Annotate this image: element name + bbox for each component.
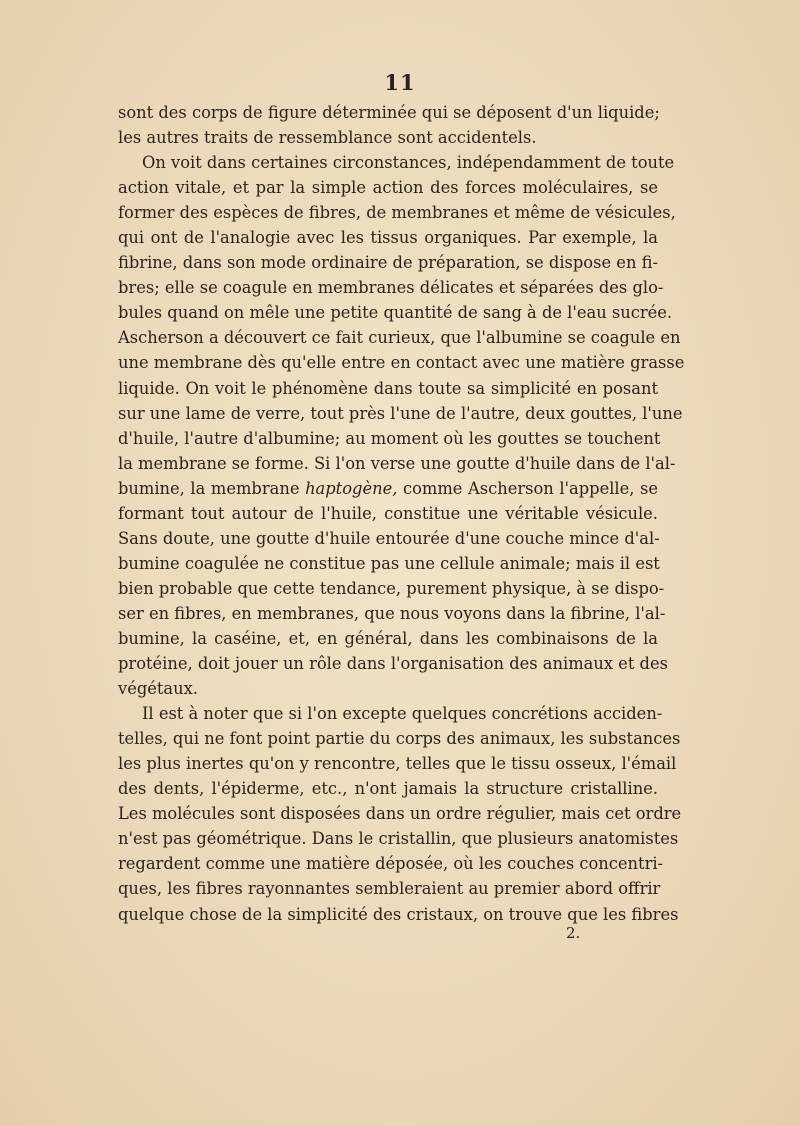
- text-line: regardent comme une matière déposée, où les couches concentri-: [118, 854, 664, 874]
- text-line: ser en fibres, en membranes, que nous voyons dans la fibrine, l'al-: [118, 603, 666, 623]
- text-line: On voit dans certaines circonstances, indépendamment de toute: [142, 153, 675, 173]
- italic-term: haptogène,: [305, 478, 398, 498]
- text-line: Les molécules sont disposées dans un ordre régulier, mais cet ordre: [118, 804, 682, 824]
- text-line: liquide. On voit le phénomène dans toute sa simplicité en posant: [118, 378, 658, 398]
- text-line: bumine, la caséine, et, en général, dans les combinaisons de la: [118, 628, 658, 648]
- text-line: protéine, doit jouer un rôle dans l'organisation des animaux et des: [118, 654, 668, 674]
- text-line: Ascherson a découvert ce fait curieux, que l'albumine se coagule en: [118, 328, 681, 348]
- text-line: sur une lame de verre, tout près l'une de l'autre, deux gouttes, l'une: [118, 403, 683, 423]
- text-line: Il est à noter que si l'on excepte quelques concrétions acciden-: [142, 704, 663, 724]
- text-line: bien probable que cette tendance, purement physique, à se dispo-: [118, 578, 665, 598]
- text-line: des dents, l'épiderme, etc., n'ont jamais la structure cristalline.: [118, 779, 658, 799]
- text-line: bumine, la membrane haptogène, comme Ascherson l'appelle, se: [118, 478, 659, 498]
- text-line: bres; elle se coagule en membranes délicates et séparées des glo-: [118, 278, 664, 298]
- text-line: une membrane dès qu'elle entre en contact avec une matière grasse: [118, 353, 685, 373]
- text-line: fibrine, dans son mode ordinaire de préparation, se dispose en fi-: [118, 253, 658, 273]
- text-line: végétaux.: [118, 679, 198, 699]
- signature-mark: 2.: [566, 924, 581, 942]
- text-line: sont des corps de figure déterminée qui se déposent d'un liquide;: [118, 103, 660, 122]
- page-number: 11: [384, 70, 416, 95]
- text-line: n'est pas géométrique. Dans le cristallin, que plusieurs anatomistes: [118, 829, 679, 849]
- text-line: action vitale, et par la simple action des forces moléculaires, se: [118, 178, 658, 198]
- text-line: former des espèces de fibres, de membranes et même de vésicules,: [118, 203, 676, 223]
- text-line: quelque chose de la simplicité des cristaux, on trouve que les fibres: [118, 904, 679, 924]
- text-line: bumine coagulée ne constitue pas une cellule animale; mais il est: [118, 553, 660, 573]
- text-line: qui ont de l'analogie avec les tissus organiques. Par exemple, la: [118, 228, 658, 248]
- text-line: les autres traits de ressemblance sont accidentels.: [118, 128, 537, 148]
- body-text: [118, 100, 685, 927]
- text-line: ques, les fibres rayonnantes sembleraient au premier abord offrir: [118, 879, 661, 899]
- text-line: d'huile, l'autre d'albumine; au moment où les gouttes se touchent: [118, 428, 661, 448]
- text-line: bules quand on mêle une petite quantité de sang à de l'eau sucrée.: [118, 303, 673, 323]
- text-line: formant tout autour de l'huile, constitue une véritable vésicule.: [118, 503, 658, 523]
- text-line: la membrane se forme. Si l'on verse une goutte d'huile dans de l'al-: [118, 453, 676, 473]
- text-line: les plus inertes qu'on y rencontre, telles que le tissu osseux, l'émail: [118, 754, 677, 774]
- text-line: telles, qui ne font point partie du corps des animaux, les substances: [118, 729, 681, 749]
- text-line: Sans doute, une goutte d'huile entourée d'une couche mince d'al-: [118, 528, 660, 548]
